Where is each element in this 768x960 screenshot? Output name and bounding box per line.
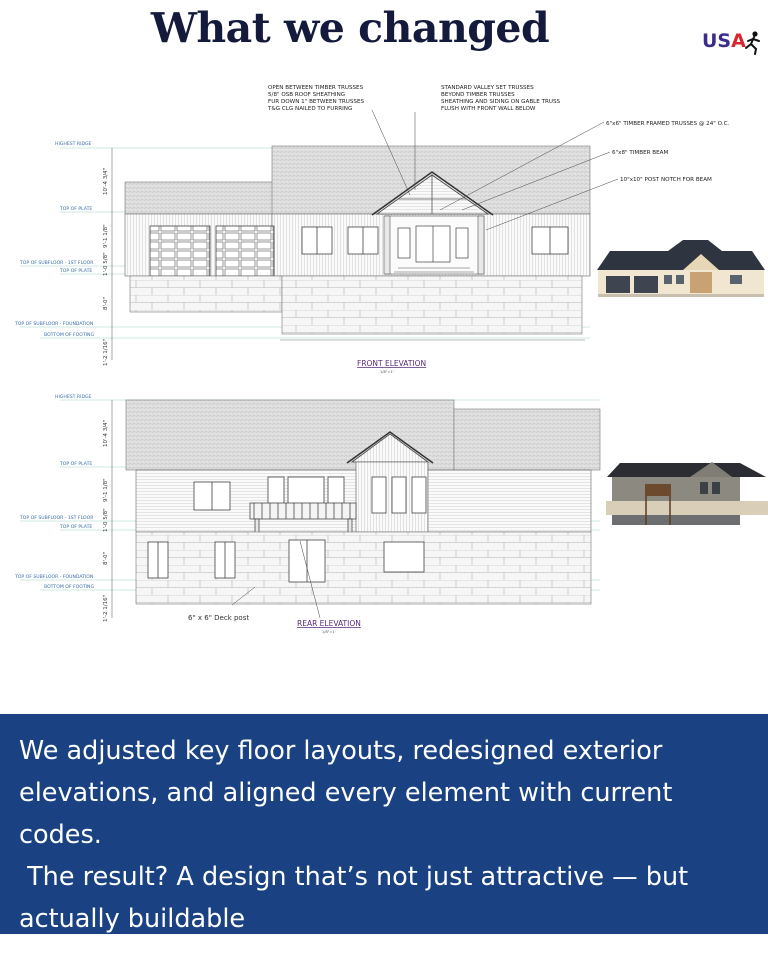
front-notes-right [441,85,561,112]
elevation-drawings [0,70,768,640]
svg-text:FUR DOWN 1" BETWEEN TRUSSES: FUR DOWN 1" BETWEEN TRUSSES [268,99,365,105]
rear-render-image [606,462,768,525]
front-callouts [606,121,729,183]
summary-text: We adjusted key floor layouts, redesigned exterior elevations, and aligned every element with current codes. The result? A design that’s not just attractive — but actually buildable [19,736,689,934]
front-garage-roof [125,182,273,214]
usa-logo [702,28,764,56]
dimension-label: 1'-0 5/8" [103,508,109,532]
dimension-label: 8'-0" [103,551,109,565]
front-entry [398,226,468,262]
logo-wordmark: USA [702,30,746,52]
dimension-label: 9'-1 1/8" [103,478,109,502]
level-label: TOP OF SUBFLOOR - FOUNDATION [15,322,94,327]
level-label: TOP OF PLATE [60,462,93,467]
deck-post-note: 6" x 6" Deck post [188,614,250,622]
rear-foundation [136,532,591,604]
rear-scale: 1/8"=1' [322,630,336,634]
rear-dimensions [103,400,112,622]
front-dimensions [103,148,112,366]
svg-text:STANDARD VALLEY SET TRUSSES: STANDARD VALLEY SET TRUSSES [441,85,534,91]
garage-door [216,226,274,276]
svg-text:SHEATHING AND SIDING ON GABLE: SHEATHING AND SIDING ON GABLE TRUSS [441,99,561,105]
rear-elevation-caption: REAR ELEVATION [297,619,361,628]
level-label: BOTTOM OF FOOTING [44,333,95,338]
svg-text:5/8" OSB ROOF SHEATHING: 5/8" OSB ROOF SHEATHING [268,92,346,98]
level-label: TOP OF PLATE [60,525,93,530]
summary-banner [0,714,768,934]
level-label: HIGHEST RIDGE [55,142,92,147]
dimension-label: 1'-2 1/16" [103,338,109,366]
front-render-image [597,240,765,297]
level-label: HIGHEST RIDGE [55,395,92,400]
svg-text:6"x6" TIMBER FRAMED TRUSSES @: 6"x6" TIMBER FRAMED TRUSSES @ 24" O.C. [606,121,730,127]
page-title: What we changed [150,4,550,52]
front-scale: 1/8"=1' [380,370,394,374]
dimension-label: 10'-4 3/4" [103,167,109,195]
dimension-label: 1'-2 1/16" [103,594,109,622]
garage-door [150,226,210,276]
level-label: TOP OF PLATE [60,269,93,274]
dimension-label: 8'-0" [103,296,109,310]
level-label: TOP OF PLATE [60,207,93,212]
level-label: TOP OF SUBFLOOR - FOUNDATION [15,575,94,580]
rear-garage-roof [454,409,600,470]
dimension-label: 10'-4 3/4" [103,419,109,447]
front-notes-left [267,85,364,112]
svg-text:FLUSH WITH FRONT WALL BELOW: FLUSH WITH FRONT WALL BELOW [441,106,536,112]
front-level-labels [14,141,94,338]
svg-text:6"x8" TIMBER BEAM: 6"x8" TIMBER BEAM [612,150,669,156]
svg-text:T&G CLG NAILED TO FURRING: T&G CLG NAILED TO FURRING [268,106,353,112]
svg-text:BEYOND TIMBER TRUSSES: BEYOND TIMBER TRUSSES [441,92,515,98]
front-elevation-caption: FRONT ELEVATION [357,359,427,368]
svg-text:OPEN BETWEEN TIMBER TRUSSES: OPEN BETWEEN TIMBER TRUSSES [268,85,364,91]
running-figure-icon [702,28,764,56]
dimension-label: 1'-0 5/8" [103,252,109,276]
svg-text:10"x10" POST NOTCH FOR BEAM: 10"x10" POST NOTCH FOR BEAM [620,177,712,183]
level-label: TOP OF SUBFLOOR - 1ST FLOOR [20,261,94,266]
front-foundation-left [130,276,282,312]
level-label: TOP OF SUBFLOOR - 1ST FLOOR [20,516,94,521]
dimension-label: 9'-1 1/8" [103,224,109,248]
level-label: BOTTOM OF FOOTING [44,585,95,590]
rear-level-labels [14,394,94,590]
front-foundation-main [282,276,582,334]
